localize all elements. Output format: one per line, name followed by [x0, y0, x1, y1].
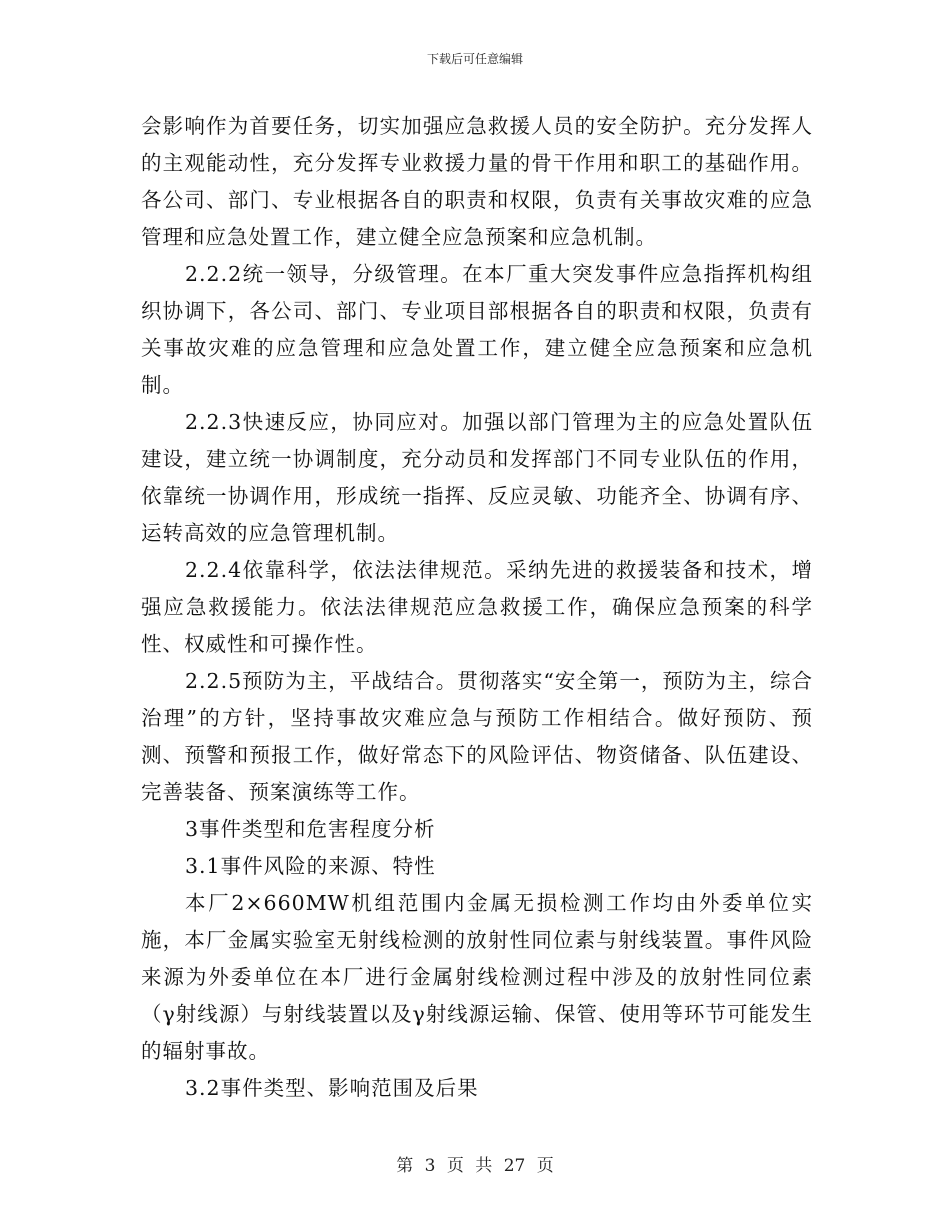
section-heading-3: 3事件类型和危害程度分析	[185, 817, 436, 841]
paragraph-3-1-body: 本厂2×660MW机组范围内金属无损检测工作均由外委单位实施，本厂金属实验室无射线检测的放射性同位素与射线装置。事件风险来源为外委单位在本厂进行金属射线检测过程中涉及的放射性同位素（γ射线源）与射线装置以及γ射线源运输、保管、使用等环节可能发生的辐射事故。	[141, 891, 813, 1063]
section-heading-3-1: 3.1事件风险的来源、特性	[185, 854, 436, 878]
document-body	[141, 108, 813, 1107]
paragraph-2-2-5: 2.2.5预防为主，平战结合。贯彻落实“安全第一，预防为主，综合治理”的方针，坚持事故灾难应急与预防工作相结合。做好预防、预测、预警和预报工作，做好常态下的风险评估、物资储备、队伍建设、完善装备、预案演练等工作。	[141, 669, 813, 804]
paragraph-continuation: 会影响作为首要任务，切实加强应急救援人员的安全防护。充分发挥人的主观能动性，充分发挥专业救援力量的骨干作用和职工的基础作用。各公司、部门、专业根据各自的职责和权限，负责有关事故灾难的应急管理和应急处置工作，建立健全应急预案和应急机制。	[141, 114, 813, 249]
paragraph-2-2-2: 2.2.2统一领导，分级管理。在本厂重大突发事件应急指挥机构组织协调下，各公司、部门、专业项目部根据各自的职责和权限，负责有关事故灾难的应急管理和应急处置工作，建立健全应急预案和应急机制。	[141, 262, 813, 397]
page-number: 第 3 页 共 27 页	[396, 1156, 554, 1176]
paragraph-2-2-4: 2.2.4依靠科学，依法法律规范。采纳先进的救援装备和技术，增强应急救援能力。依法法律规范应急救援工作，确保应急预案的科学性、权威性和可操作性。	[141, 558, 813, 656]
page-header-note: 下载后可任意编辑	[426, 52, 523, 66]
paragraph-2-2-3: 2.2.3快速反应，协同应对。加强以部门管理为主的应急处置队伍建设，建立统一协调制度，充分动员和发挥部门不同专业队伍的作用，依靠统一协调作用，形成统一指挥、反应灵敏、功能齐全、协调有序、运转高效的应急管理机制。	[141, 410, 813, 545]
section-heading-3-2: 3.2事件类型、影响范围及后果	[185, 1076, 479, 1100]
